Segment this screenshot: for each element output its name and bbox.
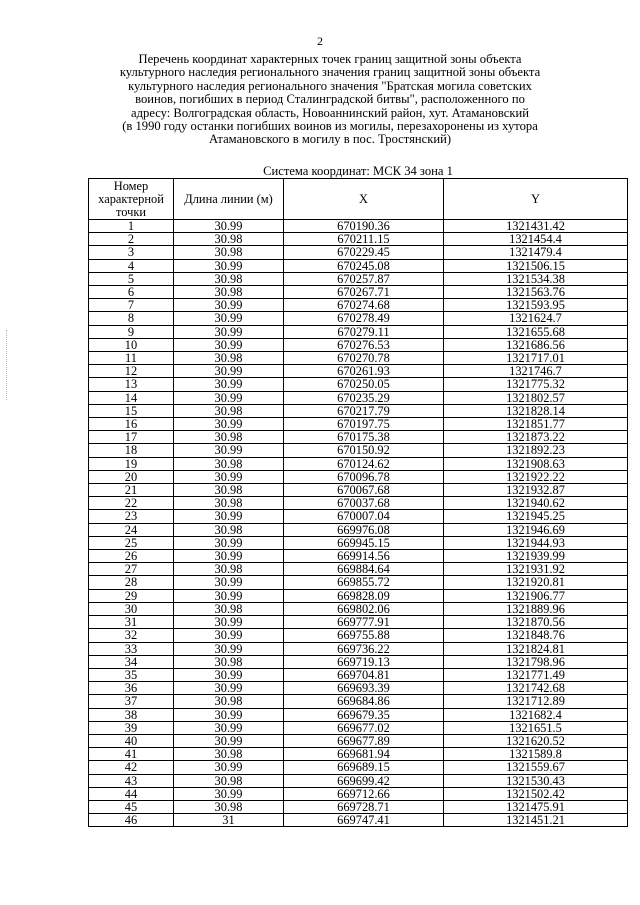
table-row bbox=[89, 721, 628, 734]
cell-point-number: 27 bbox=[89, 563, 174, 576]
cell-line-length: 30.98 bbox=[174, 695, 284, 708]
cell-point-number: 21 bbox=[89, 484, 174, 497]
cell-x: 670235.29 bbox=[284, 391, 444, 404]
cell-line-length: 30.99 bbox=[174, 220, 284, 233]
cell-point-number: 26 bbox=[89, 550, 174, 563]
cell-line-length: 30.99 bbox=[174, 668, 284, 681]
cell-line-length: 30.98 bbox=[174, 404, 284, 417]
cell-y: 1321655.68 bbox=[444, 325, 628, 338]
cell-x: 669802.06 bbox=[284, 602, 444, 615]
cell-point-number: 46 bbox=[89, 814, 174, 827]
table-row bbox=[89, 220, 628, 233]
table-row bbox=[89, 365, 628, 378]
table-row bbox=[89, 484, 628, 497]
cell-point-number: 38 bbox=[89, 708, 174, 721]
cell-y: 1321931.92 bbox=[444, 563, 628, 576]
cell-x: 669689.15 bbox=[284, 761, 444, 774]
cell-y: 1321563.76 bbox=[444, 286, 628, 299]
cell-y: 1321454.4 bbox=[444, 233, 628, 246]
cell-line-length: 30.99 bbox=[174, 338, 284, 351]
cell-x: 670067.68 bbox=[284, 484, 444, 497]
cell-point-number: 16 bbox=[89, 418, 174, 431]
cell-point-number: 39 bbox=[89, 721, 174, 734]
table-row bbox=[89, 286, 628, 299]
cell-line-length: 30.98 bbox=[174, 246, 284, 259]
cell-x: 670250.05 bbox=[284, 378, 444, 391]
title-line: культурного наследия регионального значения "Братская могила советских bbox=[128, 78, 532, 93]
table-row bbox=[89, 444, 628, 457]
cell-y: 1321475.91 bbox=[444, 800, 628, 813]
cell-x: 670037.68 bbox=[284, 497, 444, 510]
cell-x: 669728.71 bbox=[284, 800, 444, 813]
cell-line-length: 31 bbox=[174, 814, 284, 827]
cell-y: 1321922.22 bbox=[444, 470, 628, 483]
cell-line-length: 30.98 bbox=[174, 272, 284, 285]
margin-mark bbox=[6, 330, 8, 400]
title-line: культурного наследия регионального значения границ защитной зоны объекта bbox=[119, 65, 541, 80]
cell-y: 1321451.21 bbox=[444, 814, 628, 827]
cell-line-length: 30.99 bbox=[174, 391, 284, 404]
cell-line-length: 30.99 bbox=[174, 312, 284, 325]
cell-point-number: 2 bbox=[89, 233, 174, 246]
cell-line-length: 30.99 bbox=[174, 259, 284, 272]
table-row bbox=[89, 536, 628, 549]
cell-line-length: 30.98 bbox=[174, 233, 284, 246]
cell-point-number: 9 bbox=[89, 325, 174, 338]
table-row bbox=[89, 616, 628, 629]
cell-point-number: 40 bbox=[89, 734, 174, 747]
table-row bbox=[89, 272, 628, 285]
cell-x: 670279.11 bbox=[284, 325, 444, 338]
cell-line-length: 30.99 bbox=[174, 642, 284, 655]
table-row bbox=[89, 457, 628, 470]
cell-y: 1321506.15 bbox=[444, 259, 628, 272]
cell-point-number: 14 bbox=[89, 391, 174, 404]
table-row bbox=[89, 800, 628, 813]
cell-point-number: 1 bbox=[89, 220, 174, 233]
table-header-row bbox=[89, 179, 628, 220]
cell-x: 669679.35 bbox=[284, 708, 444, 721]
cell-line-length: 30.99 bbox=[174, 550, 284, 563]
cell-y: 1321589.8 bbox=[444, 748, 628, 761]
cell-point-number: 20 bbox=[89, 470, 174, 483]
cell-point-number: 7 bbox=[89, 299, 174, 312]
cell-line-length: 30.98 bbox=[174, 655, 284, 668]
table-row bbox=[89, 814, 628, 827]
cell-x: 670150.92 bbox=[284, 444, 444, 457]
cell-line-length: 30.99 bbox=[174, 761, 284, 774]
cell-line-length: 30.98 bbox=[174, 800, 284, 813]
cell-y: 1321945.25 bbox=[444, 510, 628, 523]
cell-line-length: 30.99 bbox=[174, 470, 284, 483]
cell-x: 669914.56 bbox=[284, 550, 444, 563]
cell-y: 1321712.89 bbox=[444, 695, 628, 708]
cell-point-number: 11 bbox=[89, 352, 174, 365]
cell-x: 670175.38 bbox=[284, 431, 444, 444]
cell-point-number: 10 bbox=[89, 338, 174, 351]
cell-y: 1321559.67 bbox=[444, 761, 628, 774]
cell-x: 670261.93 bbox=[284, 365, 444, 378]
table-row bbox=[89, 734, 628, 747]
cell-line-length: 30.98 bbox=[174, 431, 284, 444]
cell-point-number: 32 bbox=[89, 629, 174, 642]
cell-point-number: 28 bbox=[89, 576, 174, 589]
cell-line-length: 30.99 bbox=[174, 576, 284, 589]
document-title bbox=[70, 53, 590, 147]
cell-point-number: 12 bbox=[89, 365, 174, 378]
cell-point-number: 36 bbox=[89, 682, 174, 695]
cell-line-length: 30.99 bbox=[174, 734, 284, 747]
cell-y: 1321798.96 bbox=[444, 655, 628, 668]
table-row bbox=[89, 391, 628, 404]
table-row bbox=[89, 233, 628, 246]
cell-line-length: 30.99 bbox=[174, 536, 284, 549]
cell-point-number: 5 bbox=[89, 272, 174, 285]
title-line: (в 1990 году останки погибших воинов из могилы, перезахоронены из хутора bbox=[122, 119, 538, 134]
cell-y: 1321624.7 bbox=[444, 312, 628, 325]
cell-x: 670245.08 bbox=[284, 259, 444, 272]
cell-line-length: 30.98 bbox=[174, 286, 284, 299]
cell-point-number: 37 bbox=[89, 695, 174, 708]
table-row bbox=[89, 338, 628, 351]
cell-y: 1321651.5 bbox=[444, 721, 628, 734]
table-row bbox=[89, 761, 628, 774]
cell-x: 669855.72 bbox=[284, 576, 444, 589]
table-body bbox=[89, 220, 628, 827]
cell-point-number: 33 bbox=[89, 642, 174, 655]
cell-line-length: 30.99 bbox=[174, 787, 284, 800]
cell-point-number: 45 bbox=[89, 800, 174, 813]
table-row bbox=[89, 787, 628, 800]
cell-x: 669755.88 bbox=[284, 629, 444, 642]
table-row bbox=[89, 325, 628, 338]
cell-point-number: 30 bbox=[89, 602, 174, 615]
cell-x: 670096.78 bbox=[284, 470, 444, 483]
table-row bbox=[89, 748, 628, 761]
cell-x: 670270.78 bbox=[284, 352, 444, 365]
cell-x: 670278.49 bbox=[284, 312, 444, 325]
cell-y: 1321802.57 bbox=[444, 391, 628, 404]
cell-y: 1321534.38 bbox=[444, 272, 628, 285]
cell-y: 1321946.69 bbox=[444, 523, 628, 536]
cell-point-number: 41 bbox=[89, 748, 174, 761]
table-row bbox=[89, 655, 628, 668]
cell-x: 670124.62 bbox=[284, 457, 444, 470]
table-row bbox=[89, 312, 628, 325]
cell-y: 1321717.01 bbox=[444, 352, 628, 365]
header-line-length: Длина линии (м) bbox=[174, 179, 284, 220]
table-row bbox=[89, 642, 628, 655]
cell-y: 1321908.63 bbox=[444, 457, 628, 470]
cell-y: 1321746.7 bbox=[444, 365, 628, 378]
cell-line-length: 30.99 bbox=[174, 682, 284, 695]
cell-line-length: 30.98 bbox=[174, 748, 284, 761]
cell-line-length: 30.98 bbox=[174, 563, 284, 576]
cell-point-number: 18 bbox=[89, 444, 174, 457]
cell-line-length: 30.99 bbox=[174, 325, 284, 338]
cell-line-length: 30.98 bbox=[174, 774, 284, 787]
cell-x: 669719.13 bbox=[284, 655, 444, 668]
cell-point-number: 17 bbox=[89, 431, 174, 444]
cell-point-number: 8 bbox=[89, 312, 174, 325]
table-row bbox=[89, 629, 628, 642]
coordinate-system-label: Система координат: МСК 34 зона 1 bbox=[263, 164, 453, 178]
table-row bbox=[89, 774, 628, 787]
cell-y: 1321892.23 bbox=[444, 444, 628, 457]
cell-line-length: 30.99 bbox=[174, 589, 284, 602]
cell-x: 669712.66 bbox=[284, 787, 444, 800]
table-row bbox=[89, 510, 628, 523]
table-row bbox=[89, 695, 628, 708]
cell-line-length: 30.99 bbox=[174, 299, 284, 312]
table-row bbox=[89, 431, 628, 444]
cell-x: 669747.41 bbox=[284, 814, 444, 827]
cell-y: 1321870.56 bbox=[444, 616, 628, 629]
cell-y: 1321530.43 bbox=[444, 774, 628, 787]
table-row bbox=[89, 576, 628, 589]
cell-point-number: 19 bbox=[89, 457, 174, 470]
cell-point-number: 44 bbox=[89, 787, 174, 800]
cell-x: 670229.45 bbox=[284, 246, 444, 259]
cell-y: 1321851.77 bbox=[444, 418, 628, 431]
table-row bbox=[89, 602, 628, 615]
coordinates-table bbox=[88, 178, 628, 827]
cell-y: 1321824.81 bbox=[444, 642, 628, 655]
cell-x: 669681.94 bbox=[284, 748, 444, 761]
table-row bbox=[89, 682, 628, 695]
cell-y: 1321939.99 bbox=[444, 550, 628, 563]
table-row bbox=[89, 418, 628, 431]
cell-point-number: 31 bbox=[89, 616, 174, 629]
cell-line-length: 30.98 bbox=[174, 497, 284, 510]
cell-line-length: 30.98 bbox=[174, 457, 284, 470]
table-row bbox=[89, 563, 628, 576]
cell-point-number: 24 bbox=[89, 523, 174, 536]
cell-line-length: 30.99 bbox=[174, 365, 284, 378]
cell-point-number: 22 bbox=[89, 497, 174, 510]
table-row bbox=[89, 246, 628, 259]
cell-x: 670276.53 bbox=[284, 338, 444, 351]
cell-point-number: 6 bbox=[89, 286, 174, 299]
cell-x: 669704.81 bbox=[284, 668, 444, 681]
cell-x: 670257.87 bbox=[284, 272, 444, 285]
table-row bbox=[89, 550, 628, 563]
cell-y: 1321479.4 bbox=[444, 246, 628, 259]
cell-point-number: 42 bbox=[89, 761, 174, 774]
table-row bbox=[89, 352, 628, 365]
table-row bbox=[89, 523, 628, 536]
cell-line-length: 30.99 bbox=[174, 418, 284, 431]
cell-x: 670274.68 bbox=[284, 299, 444, 312]
title-line: Атамановского в могилу в пос. Тростянский) bbox=[208, 132, 452, 147]
cell-point-number: 15 bbox=[89, 404, 174, 417]
cell-line-length: 30.99 bbox=[174, 378, 284, 391]
cell-line-length: 30.98 bbox=[174, 352, 284, 365]
cell-point-number: 25 bbox=[89, 536, 174, 549]
cell-point-number: 23 bbox=[89, 510, 174, 523]
cell-point-number: 34 bbox=[89, 655, 174, 668]
cell-y: 1321742.68 bbox=[444, 682, 628, 695]
cell-line-length: 30.98 bbox=[174, 484, 284, 497]
title-line: адресу: Волгоградская область, Новоаннинский район, хут. Атамановский bbox=[131, 105, 529, 120]
table-row bbox=[89, 259, 628, 272]
cell-line-length: 30.98 bbox=[174, 523, 284, 536]
table-row bbox=[89, 404, 628, 417]
cell-x: 669976.08 bbox=[284, 523, 444, 536]
cell-point-number: 43 bbox=[89, 774, 174, 787]
cell-line-length: 30.98 bbox=[174, 602, 284, 615]
cell-x: 669699.42 bbox=[284, 774, 444, 787]
cell-y: 1321920.81 bbox=[444, 576, 628, 589]
cell-y: 1321682.4 bbox=[444, 708, 628, 721]
cell-x: 669828.09 bbox=[284, 589, 444, 602]
cell-line-length: 30.99 bbox=[174, 616, 284, 629]
cell-x: 670211.15 bbox=[284, 233, 444, 246]
cell-y: 1321502.42 bbox=[444, 787, 628, 800]
cell-x: 670190.36 bbox=[284, 220, 444, 233]
table-row bbox=[89, 668, 628, 681]
cell-x: 669677.89 bbox=[284, 734, 444, 747]
cell-line-length: 30.99 bbox=[174, 444, 284, 457]
cell-x: 669693.39 bbox=[284, 682, 444, 695]
title-line: воинов, погибших в период Сталинградской битвы", расположенного по bbox=[135, 92, 525, 107]
header-point-number: Номер характерной точки bbox=[89, 179, 174, 220]
header-x: X bbox=[284, 179, 444, 220]
table-row bbox=[89, 589, 628, 602]
cell-point-number: 4 bbox=[89, 259, 174, 272]
cell-point-number: 35 bbox=[89, 668, 174, 681]
cell-line-length: 30.99 bbox=[174, 629, 284, 642]
cell-y: 1321932.87 bbox=[444, 484, 628, 497]
table-row bbox=[89, 470, 628, 483]
cell-x: 670007.04 bbox=[284, 510, 444, 523]
header-y: Y bbox=[444, 179, 628, 220]
table-row bbox=[89, 299, 628, 312]
cell-y: 1321828.14 bbox=[444, 404, 628, 417]
cell-y: 1321775.32 bbox=[444, 378, 628, 391]
cell-y: 1321873.22 bbox=[444, 431, 628, 444]
cell-x: 669677.02 bbox=[284, 721, 444, 734]
cell-x: 669945.15 bbox=[284, 536, 444, 549]
cell-y: 1321686.56 bbox=[444, 338, 628, 351]
title-line: Перечень координат характерных точек границ защитной зоны объекта bbox=[138, 52, 522, 66]
cell-x: 670267.71 bbox=[284, 286, 444, 299]
cell-line-length: 30.99 bbox=[174, 510, 284, 523]
cell-point-number: 3 bbox=[89, 246, 174, 259]
cell-point-number: 29 bbox=[89, 589, 174, 602]
cell-line-length: 30.99 bbox=[174, 708, 284, 721]
cell-y: 1321593.95 bbox=[444, 299, 628, 312]
cell-y: 1321906.77 bbox=[444, 589, 628, 602]
cell-x: 669777.91 bbox=[284, 616, 444, 629]
cell-x: 670197.75 bbox=[284, 418, 444, 431]
cell-x: 670217.79 bbox=[284, 404, 444, 417]
cell-line-length: 30.99 bbox=[174, 721, 284, 734]
table-row bbox=[89, 378, 628, 391]
table-row bbox=[89, 497, 628, 510]
cell-y: 1321944.93 bbox=[444, 536, 628, 549]
page-number: 2 bbox=[317, 34, 323, 48]
cell-y: 1321771.49 bbox=[444, 668, 628, 681]
cell-y: 1321889.96 bbox=[444, 602, 628, 615]
cell-point-number: 13 bbox=[89, 378, 174, 391]
cell-y: 1321431.42 bbox=[444, 220, 628, 233]
cell-x: 669684.86 bbox=[284, 695, 444, 708]
cell-x: 669884.64 bbox=[284, 563, 444, 576]
cell-x: 669736.22 bbox=[284, 642, 444, 655]
cell-y: 1321940.62 bbox=[444, 497, 628, 510]
cell-y: 1321848.76 bbox=[444, 629, 628, 642]
table-row bbox=[89, 708, 628, 721]
cell-y: 1321620.52 bbox=[444, 734, 628, 747]
